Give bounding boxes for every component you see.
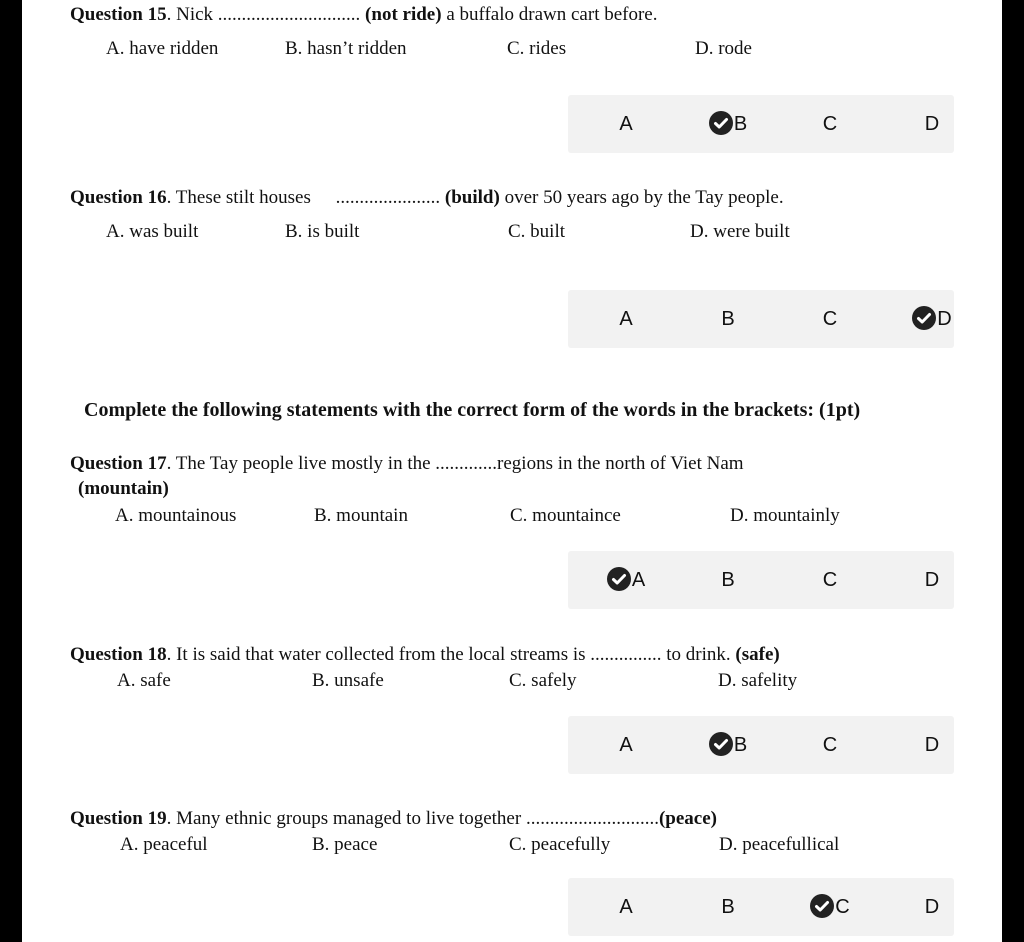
answer-letter: C (822, 734, 838, 756)
question-label: Question 15 (70, 4, 167, 25)
answer-choice-a[interactable] (586, 878, 666, 936)
option-a: A. mountainous (115, 505, 237, 526)
answer-letter: B (721, 896, 735, 918)
answer-letter: A (619, 896, 633, 918)
question-bracket: (mountain) (78, 478, 169, 499)
question-16: Question 16. These stilt houses ...................... (build) over 50 years ago by the Tay people. (70, 187, 784, 208)
option-a: A. peaceful (120, 834, 208, 855)
question-prompt: Nick (176, 4, 218, 25)
answer-choice-a[interactable] (586, 551, 666, 609)
question-15: Question 15. Nick .............................. (not ride) a buffalo drawn cart before. (70, 4, 658, 25)
option-d: D. safelity (718, 670, 798, 691)
answer-letter: B (721, 308, 735, 330)
question-label: Question 19 (70, 808, 167, 829)
check-circle-icon (709, 111, 733, 135)
answer-choice-b[interactable] (688, 551, 768, 609)
question-prompt-end: a buffalo drawn cart before. (441, 4, 658, 25)
option-d: D. rode (695, 38, 752, 59)
question-blank: ...................... (335, 187, 441, 208)
answer-choice-c[interactable] (790, 95, 870, 153)
answer-letter: D (937, 308, 952, 330)
answer-choice-a[interactable] (586, 290, 666, 348)
answer-box-17 (568, 551, 954, 609)
answer-box-18 (568, 716, 954, 774)
option-a: A. was built (106, 221, 199, 242)
check-circle-icon (607, 567, 631, 591)
option-c: C. safely (509, 670, 577, 691)
question-blank: ............................ (525, 808, 659, 829)
answer-letter: C (835, 896, 850, 918)
option-b: B. unsafe (312, 670, 384, 691)
answer-choice-c[interactable] (790, 878, 870, 936)
answer-letter: A (619, 113, 633, 135)
answer-choice-b[interactable] (688, 716, 768, 774)
answer-choice-b[interactable] (688, 290, 768, 348)
answer-choice-b[interactable] (688, 95, 768, 153)
option-d: D. peacefullical (719, 834, 840, 855)
answer-box-15 (568, 95, 954, 153)
answer-letter: D (924, 569, 940, 591)
answer-letter: B (733, 734, 748, 756)
answer-letter: D (924, 113, 940, 135)
answer-choice-d[interactable] (892, 878, 972, 936)
option-a: A. safe (117, 670, 171, 691)
question-label: Question 17 (70, 453, 167, 474)
answer-letter: B (721, 569, 735, 591)
answer-letter: C (822, 569, 838, 591)
answer-letter: C (822, 308, 838, 330)
option-b: B. hasn’t ridden (285, 38, 407, 59)
question-blank: ............... (590, 644, 662, 665)
question-prompt-end: regions in the north of Viet Nam (497, 453, 744, 474)
question-prompt: The Tay people live mostly in the (175, 453, 436, 474)
option-c: C. peacefully (509, 834, 611, 855)
section-heading: Complete the following statements with the correct form of the words in the brackets: (1pt) (84, 399, 861, 421)
answer-choice-c[interactable] (790, 290, 870, 348)
option-c: C. rides (507, 38, 567, 59)
answer-letter: A (619, 308, 633, 330)
question-bracket: (build) (440, 187, 500, 208)
answer-letter: D (924, 734, 940, 756)
answer-choice-a[interactable] (586, 95, 666, 153)
answer-choice-c[interactable] (790, 551, 870, 609)
answer-choice-d[interactable] (892, 716, 972, 774)
answer-choice-b[interactable] (688, 878, 768, 936)
question-19: Question 19. Many ethnic groups managed to live together ............................(peace) (70, 808, 717, 829)
question-bracket: (not ride) (360, 4, 442, 25)
question-bracket: (peace) (658, 808, 717, 829)
option-d: D. mountainly (730, 505, 840, 526)
answer-choice-a[interactable] (586, 716, 666, 774)
question-prompt-end: to drink. (661, 644, 736, 665)
question-18: Question 18. It is said that water collected from the local streams is ............... to drink. (safe) (70, 644, 780, 665)
answer-letter: A (631, 569, 646, 591)
question-blank: .............................. (217, 4, 361, 25)
option-c: C. mountaince (510, 505, 621, 526)
question-prompt: These stilt houses (175, 187, 316, 208)
option-d: D. were built (690, 221, 790, 242)
question-prompt: It is said that water collected from the local streams is (176, 644, 591, 665)
answer-choice-d[interactable] (892, 290, 972, 348)
option-b: B. peace (312, 834, 378, 855)
option-b: B. is built (285, 221, 360, 242)
worksheet-page (22, 0, 1002, 942)
question-label: Question 18 (70, 644, 167, 665)
answer-letter: A (619, 734, 633, 756)
check-circle-icon (912, 306, 936, 330)
answer-letter: C (822, 113, 838, 135)
question-label: Question 16 (70, 187, 167, 208)
answer-box-19 (568, 878, 954, 936)
answer-letter: B (733, 113, 748, 135)
option-a: A. have ridden (106, 38, 219, 59)
answer-box-16 (568, 290, 954, 348)
question-blank: ............. (435, 453, 498, 474)
question-prompt-end: over 50 years ago by the Tay people. (499, 187, 784, 208)
check-circle-icon (709, 732, 733, 756)
answer-choice-d[interactable] (892, 95, 972, 153)
question-17-bracket (78, 478, 169, 500)
question-bracket: (safe) (735, 644, 780, 665)
question-prompt: Many ethnic groups managed to live together (176, 808, 526, 829)
answer-letter: D (924, 896, 940, 918)
answer-choice-c[interactable] (790, 716, 870, 774)
question-17: Question 17. The Tay people live mostly in the .............regions in the north of Viet Nam (70, 453, 744, 474)
check-circle-icon (810, 894, 834, 918)
answer-choice-d[interactable] (892, 551, 972, 609)
option-b: B. mountain (314, 505, 408, 526)
option-c: C. built (508, 221, 566, 242)
